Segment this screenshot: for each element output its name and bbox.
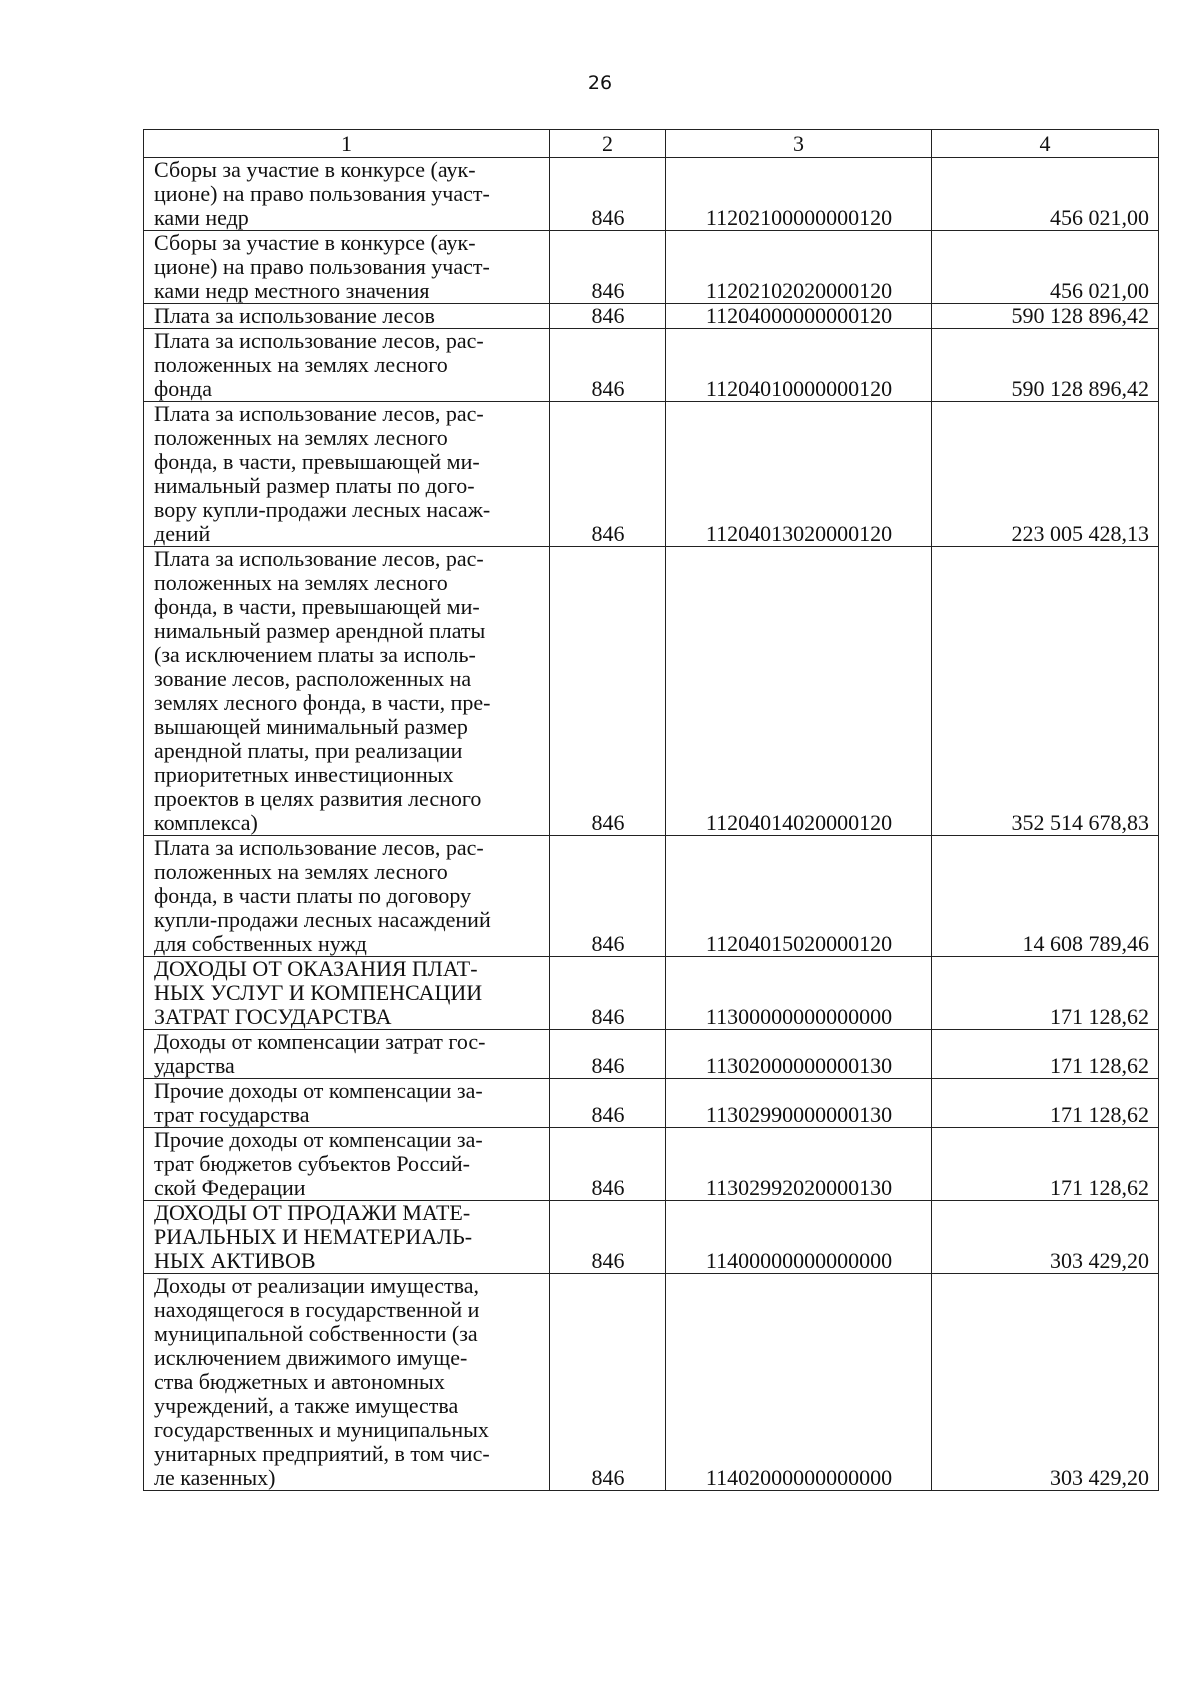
classification-code-cell: 11302990000000130 xyxy=(666,1079,932,1128)
revenue-name-cell: Доходы от компенсации затрат гос- ударства xyxy=(144,1030,550,1079)
amount-cell: 303 429,20 xyxy=(932,1201,1159,1274)
table-row xyxy=(144,957,1159,1030)
table-row xyxy=(144,1274,1159,1491)
classification-code-cell: 11400000000000000 xyxy=(666,1201,932,1274)
revenue-name-cell: Плата за использование лесов, рас- положенных на землях лесного фонда, в части, превышающей ми- нимальный размер платы по дого- вору купли-продажи лесных насаж- дений xyxy=(144,402,550,547)
classification-code-cell: 11204000000000120 xyxy=(666,304,932,329)
column-header-1: 1 xyxy=(144,130,550,158)
admin-code-cell: 846 xyxy=(550,547,666,836)
table-row xyxy=(144,547,1159,836)
table-row xyxy=(144,836,1159,957)
admin-code-cell: 846 xyxy=(550,1201,666,1274)
revenue-name-cell: Прочие доходы от компенсации за- трат государства xyxy=(144,1079,550,1128)
revenue-name-cell: Плата за использование лесов, рас- положенных на землях лесного фонда, в части, превышающей ми- нимальный размер арендной платы (за исключением платы за исполь- зование лесов, расположенных на землях лесного фонда, в части, пре- вышающей минимальный размер арендной платы, при реализации приоритетных инвестиционных проектов в целях развития лесного комплекса) xyxy=(144,547,550,836)
classification-code-cell: 11204015020000120 xyxy=(666,836,932,957)
table-row xyxy=(144,158,1159,231)
column-header-4: 4 xyxy=(932,130,1159,158)
amount-cell: 171 128,62 xyxy=(932,957,1159,1030)
table-header-row xyxy=(144,130,1159,158)
amount-cell: 590 128 896,42 xyxy=(932,329,1159,402)
classification-code-cell: 11204010000000120 xyxy=(666,329,932,402)
amount-cell: 171 128,62 xyxy=(932,1030,1159,1079)
table-row xyxy=(144,304,1159,329)
table-row xyxy=(144,231,1159,304)
classification-code-cell: 11202102020000120 xyxy=(666,231,932,304)
revenue-name-cell: Сборы за участие в конкурсе (аук- ционе) на право пользования участ- ками недр xyxy=(144,158,550,231)
admin-code-cell: 846 xyxy=(550,1079,666,1128)
admin-code-cell: 846 xyxy=(550,1128,666,1201)
amount-cell: 171 128,62 xyxy=(932,1128,1159,1201)
classification-code-cell: 11302992020000130 xyxy=(666,1128,932,1201)
classification-code-cell: 11300000000000000 xyxy=(666,957,932,1030)
table-row xyxy=(144,1128,1159,1201)
table-row xyxy=(144,1201,1159,1274)
column-header-3: 3 xyxy=(666,130,932,158)
revenue-name-cell: ДОХОДЫ ОТ ПРОДАЖИ МАТЕ- РИАЛЬНЫХ И НЕМАТЕРИАЛЬ- НЫХ АКТИВОВ xyxy=(144,1201,550,1274)
revenue-table-body xyxy=(144,130,1159,1491)
revenue-table xyxy=(143,129,1159,1491)
table-row xyxy=(144,1079,1159,1128)
admin-code-cell: 846 xyxy=(550,836,666,957)
table-row xyxy=(144,329,1159,402)
classification-code-cell: 11202100000000120 xyxy=(666,158,932,231)
revenue-name-cell: Плата за использование лесов, рас- положенных на землях лесного фонда xyxy=(144,329,550,402)
amount-cell: 223 005 428,13 xyxy=(932,402,1159,547)
revenue-name-cell: Сборы за участие в конкурсе (аук- ционе) на право пользования участ- ками недр местного значения xyxy=(144,231,550,304)
amount-cell: 303 429,20 xyxy=(932,1274,1159,1491)
amount-cell: 171 128,62 xyxy=(932,1079,1159,1128)
column-header-2: 2 xyxy=(550,130,666,158)
amount-cell: 456 021,00 xyxy=(932,158,1159,231)
classification-code-cell: 11204013020000120 xyxy=(666,402,932,547)
admin-code-cell: 846 xyxy=(550,957,666,1030)
amount-cell: 590 128 896,42 xyxy=(932,304,1159,329)
admin-code-cell: 846 xyxy=(550,1274,666,1491)
amount-cell: 352 514 678,83 xyxy=(932,547,1159,836)
admin-code-cell: 846 xyxy=(550,329,666,402)
revenue-name-cell: Прочие доходы от компенсации за- трат бюджетов субъектов Россий- ской Федерации xyxy=(144,1128,550,1201)
revenue-name-cell: Плата за использование лесов, рас- положенных на землях лесного фонда, в части платы по договору купли-продажи лесных насаждений для собственных нужд xyxy=(144,836,550,957)
revenue-name-cell: Доходы от реализации имущества, находящегося в государственной и муниципальной собственности (за исключением движимого имуще- ства бюджетных и автономных учреждений, а также имущества государственных и муниципальных унитарных предприятий, в том чис- ле казенных) xyxy=(144,1274,550,1491)
amount-cell: 14 608 789,46 xyxy=(932,836,1159,957)
classification-code-cell: 11402000000000000 xyxy=(666,1274,932,1491)
revenue-name-cell: ДОХОДЫ ОТ ОКАЗАНИЯ ПЛАТ- НЫХ УСЛУГ И КОМПЕНСАЦИИ ЗАТРАТ ГОСУДАРСТВА xyxy=(144,957,550,1030)
admin-code-cell: 846 xyxy=(550,402,666,547)
admin-code-cell: 846 xyxy=(550,231,666,304)
revenue-name-cell: Плата за использование лесов xyxy=(144,304,550,329)
amount-cell: 456 021,00 xyxy=(932,231,1159,304)
admin-code-cell: 846 xyxy=(550,158,666,231)
admin-code-cell: 846 xyxy=(550,304,666,329)
admin-code-cell: 846 xyxy=(550,1030,666,1079)
table-row xyxy=(144,402,1159,547)
page-number: 26 xyxy=(587,72,613,94)
table-row xyxy=(144,1030,1159,1079)
classification-code-cell: 11302000000000130 xyxy=(666,1030,932,1079)
classification-code-cell: 11204014020000120 xyxy=(666,547,932,836)
